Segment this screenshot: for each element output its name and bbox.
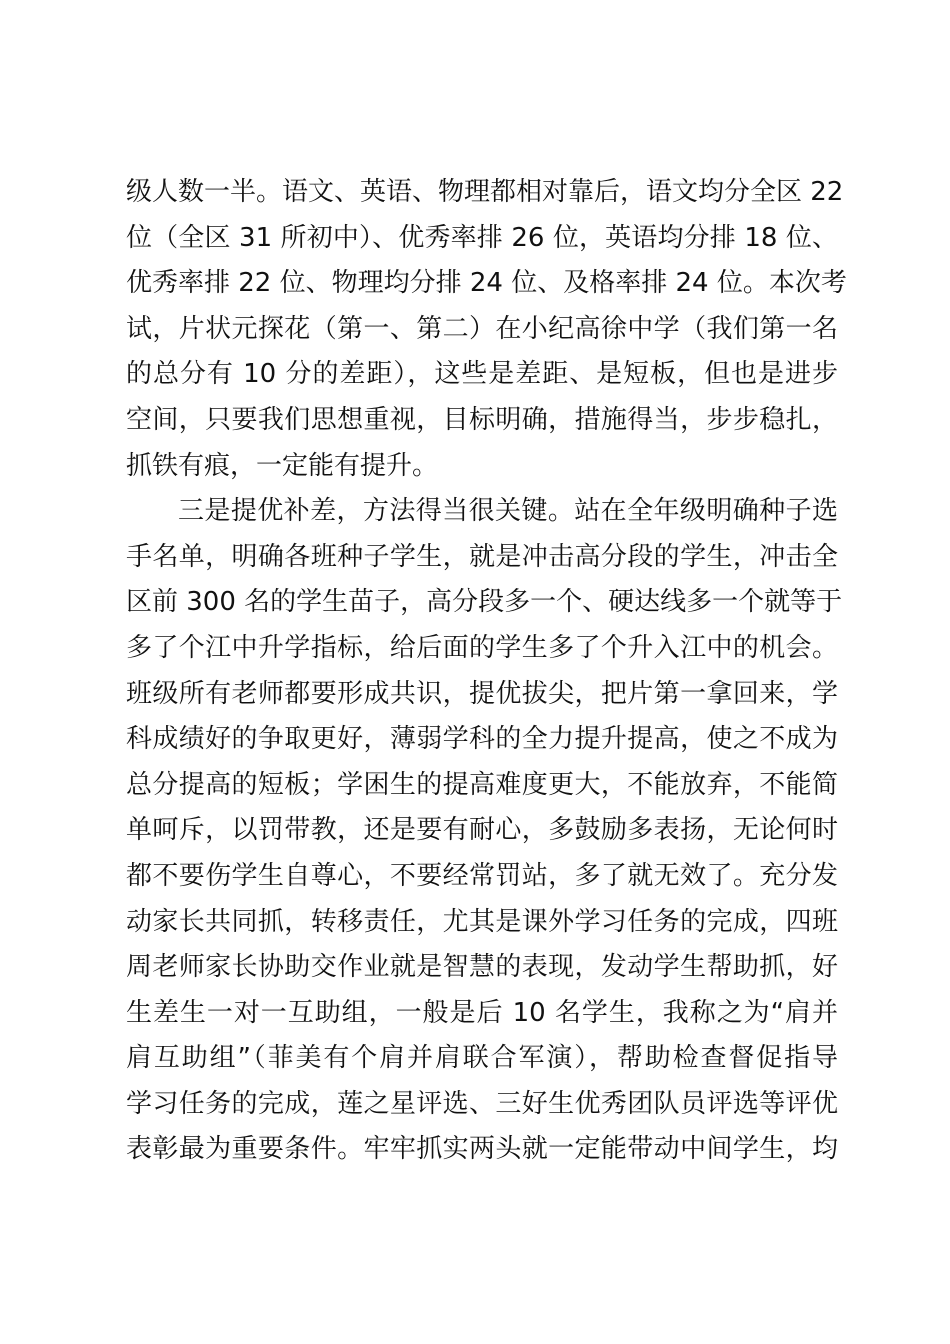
text-line: 手名单，明确各班种子学生，就是冲击高分段的学生，冲击全 — [126, 541, 838, 572]
text-line: 级人数一半。语文、英语、物理都相对靠后，语文均分全区 22 — [126, 177, 844, 207]
text-line: 抓铁有痕，一定能有提升。 — [126, 450, 439, 481]
text-line: 区前 300 名的学生苗子，高分段多一个、硬达线多一个就等于 — [126, 587, 843, 618]
text-line: 科成绩好的争取更好，薄弱学科的全力提升提高，使之不成为 — [126, 724, 838, 755]
text-line: 生差生一对一互助组，一般是后 10 名学生，我称之为“肩并 — [126, 997, 838, 1028]
text-line: 周老师家长协助交作业就是智慧的表现，发动学生帮助抓，好 — [126, 952, 838, 983]
text-line: 动家长共同抓，转移责任，尤其是课外学习任务的完成，四班 — [126, 906, 838, 937]
text-line: 的总分有 10 分的差距），这些是差距、是短板，但也是进步 — [126, 359, 838, 390]
text-line: 肩互助组”（菲美有个肩并肩联合军演），帮助检查督促指导 — [126, 1043, 838, 1074]
text-line: 多了个江中升学指标，给后面的学生多了个升入江中的机会。 — [126, 632, 838, 663]
text-line: 总分提高的短板；学困生的提高难度更大，不能放弃，不能简 — [126, 769, 838, 800]
text-line: 都不要伤学生自尊心，不要经常罚站，多了就无效了。充分发 — [126, 860, 838, 891]
text-line: 位（全区 31 所初中）、优秀率排 26 位，英语均分排 18 位、 — [126, 222, 838, 253]
text-line: 表彰最为重要条件。牢牢抓实两头就一定能带动中间学生，均 — [126, 1134, 838, 1165]
text-line: 空间，只要我们思想重视，目标明确，措施得当，步步稳扎， — [126, 404, 838, 435]
text-line: 试，片状元探花（第一、第二）在小纪高徐中学（我们第一名 — [126, 313, 838, 344]
text-line: 班级所有老师都要形成共识，提优拔尖，把片第一拿回来，学 — [126, 678, 838, 709]
text-line: 三是提优补差，方法得当很关键。站在全年级明确种子选 — [178, 496, 838, 527]
body-text — [126, 170, 847, 1173]
text-line: 单呵斥，以罚带教，还是要有耐心，多鼓励多表扬，无论何时 — [126, 815, 838, 846]
text-line: 优秀率排 22 位、物理均分排 24 位、及格率排 24 位。本次考 — [126, 268, 847, 299]
text-line: 学习任务的完成，莲之星评选、三好生优秀团队员评选等评优 — [126, 1088, 838, 1119]
